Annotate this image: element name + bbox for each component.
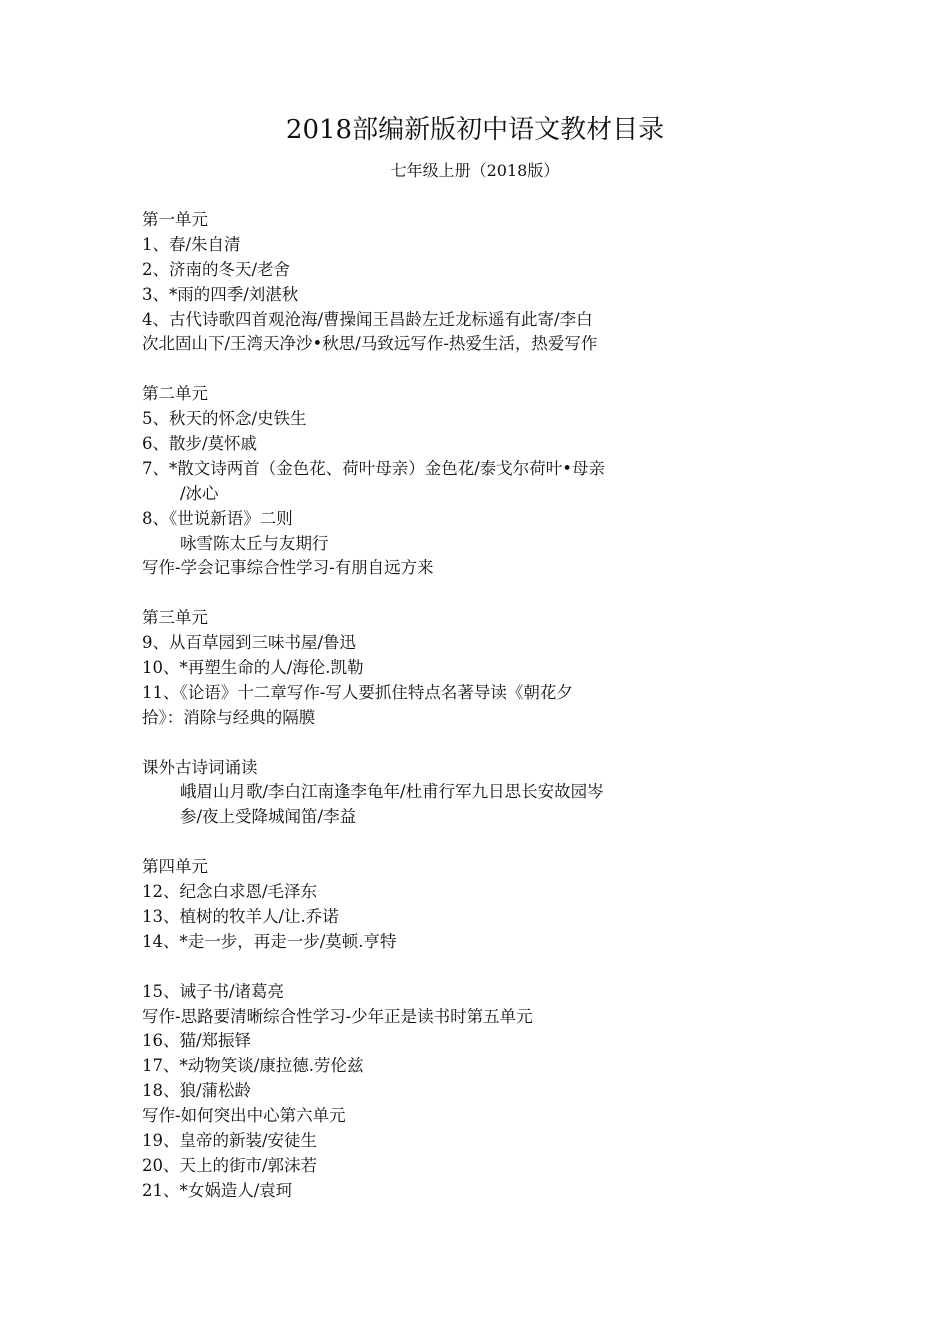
toc-line: 写作-思路要清晰综合性学习-少年正是读书时第五单元	[142, 1006, 533, 1026]
toc-line: 1、春/朱自清	[142, 234, 241, 254]
toc-line: 参/夜上受降城闻笛/李益	[180, 807, 357, 827]
document-subtitle: 七年级上册（2018版）	[390, 161, 560, 180]
table-of-contents	[142, 208, 702, 1204]
toc-line: 拾》：消除与经典的隔膜	[142, 707, 316, 727]
toc-line: 写作-学会记事综合性学习-有朋自远方来	[142, 558, 434, 578]
toc-line: 次北固山下/王湾天净沙•秋思/马致远写作-热爱生活，热爱写作	[142, 334, 598, 354]
toc-line: /冰心	[180, 483, 219, 503]
section-spacer	[142, 581, 702, 606]
section-spacer	[142, 955, 702, 980]
toc-line: 18、狼/蒲松龄	[142, 1081, 252, 1101]
toc-line: 第二单元	[142, 384, 208, 404]
toc-line: 7、*散文诗两首（金色花、荷叶母亲）金色花/泰戈尔荷叶•母亲	[142, 458, 606, 478]
toc-line: 2、济南的冬天/老舍	[142, 259, 291, 279]
toc-line: 第一单元	[142, 210, 208, 229]
toc-section	[142, 606, 702, 730]
section-spacer	[142, 731, 702, 756]
toc-line: 第四单元	[142, 857, 208, 877]
toc-line: 5、秋天的怀念/史铁生	[142, 409, 307, 429]
toc-line: 16、猫/郑振铎	[142, 1031, 252, 1051]
toc-line: 3、*雨的四季/刘湛秋	[142, 284, 299, 304]
toc-section	[142, 756, 702, 831]
toc-line: 21、*女娲造人/袁珂	[142, 1180, 293, 1200]
toc-line: 11、《论语》十二章写作-写人要抓住特点名著导读《朝花夕	[142, 682, 573, 702]
toc-line: 14、*走一步，再走一步/莫顿.亨特	[142, 931, 397, 951]
toc-line: 10、*再塑生命的人/海伦.凯勒	[142, 658, 364, 678]
section-spacer	[142, 357, 702, 382]
toc-section	[142, 382, 702, 581]
toc-line: 13、植树的牧羊人/让.乔诺	[142, 906, 339, 926]
toc-line: 6、散步/莫怀戚	[142, 434, 258, 454]
toc-section	[142, 208, 702, 357]
toc-line: 8、《世说新语》二则	[142, 508, 293, 528]
toc-line: 峨眉山月歌/李白江南逢李龟年/杜甫行军九日思长安故园岑	[180, 782, 604, 802]
toc-line: 19、皇帝的新装/安徒生	[142, 1130, 318, 1150]
toc-line: 9、从百草园到三味书屋/鲁迅	[142, 633, 357, 653]
section-spacer	[142, 830, 702, 855]
toc-section	[142, 855, 702, 955]
toc-line: 咏雪陈太丘与友期行	[180, 533, 329, 553]
toc-line: 15、诫子书/诸葛亮	[142, 981, 285, 1001]
toc-section	[142, 980, 702, 1204]
toc-line: 课外古诗词诵读	[142, 757, 258, 777]
toc-line: 4、古代诗歌四首观沧海/曹操闻王昌龄左迁龙标遥有此寄/李白	[142, 309, 593, 329]
toc-line: 写作-如何突出中心第六单元	[142, 1106, 346, 1126]
toc-line: 17、*动物笑谈/康拉德.劳伦兹	[142, 1056, 364, 1076]
toc-line: 20、天上的街市/郭沫若	[142, 1155, 318, 1175]
document-title: 2018部编新版初中语文教材目录	[285, 115, 665, 145]
toc-line: 第三单元	[142, 608, 208, 628]
toc-line: 12、纪念白求恩/毛泽东	[142, 882, 318, 902]
